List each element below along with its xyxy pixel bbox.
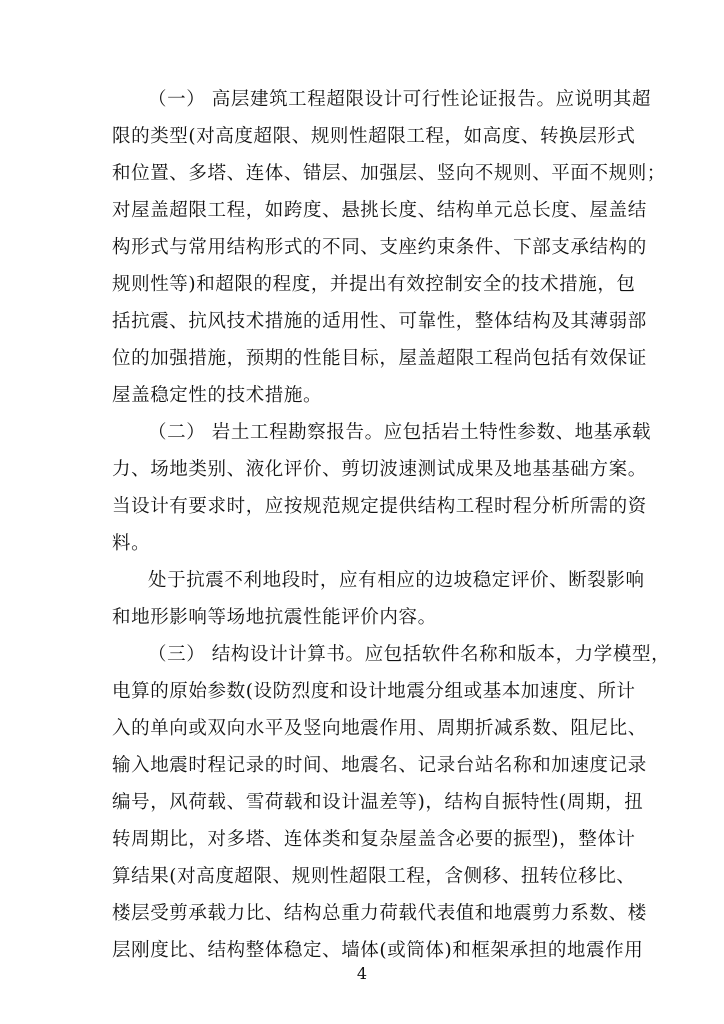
paragraph-1-line-2: 限的类型(对高度超限、规则性超限工程，如高度、转换层形式: [112, 126, 636, 147]
paragraph-4-line-6: 转周期比，对多塔、连体类和复杂屋盖含必要的振型)，整体计: [112, 829, 636, 850]
paragraph-1-line-8: 位的加强措施，预期的性能目标，屋盖超限工程尚包括有效保证: [112, 348, 647, 369]
paragraph-1-line-7: 括抗震、抗风技术措施的适用性、可靠性，整体结构及其薄弱部: [112, 311, 647, 332]
paragraph-1-line-3: 和位置、多塔、连体、错层、加强层、竖向不规则、平面不规则；: [112, 163, 666, 184]
paragraph-4-line-5: 编号，风荷载、雪荷载和设计温差等)，结构自振特性(周期，扭: [112, 792, 644, 813]
paragraph-2-line-2: 力、场地类别、液化评价、剪切波速测试成果及地基基础方案。: [112, 459, 647, 480]
paragraph-4-line-7: 算结果(对高度超限、规则性超限工程，含侧移、扭转位移比、: [112, 866, 636, 887]
paragraph-2-line-3: 当设计有要求时，应按规范规定提供结构工程时程分析所需的资: [112, 496, 647, 517]
paragraph-2-line-4: 料。: [112, 533, 151, 554]
page-number: 4: [356, 964, 368, 983]
paragraph-3-line-1: 处于抗震不利地段时，应有相应的边坡稳定评价、断裂影响: [148, 570, 645, 591]
paragraph-3-line-2: 和地形影响等场地抗震性能评价内容。: [112, 607, 437, 628]
paragraph-4-line-8: 楼层受剪承载力比、结构总重力荷载代表值和地震剪力系数、楼: [112, 903, 647, 924]
paragraph-4-line-2: 电算的原始参数(设防烈度和设计地震分组或基本加速度、所计: [112, 681, 636, 702]
paragraph-4-line-9: 层刚度比、结构整体稳定、墙体(或筒体)和框架承担的地震作用: [112, 940, 644, 961]
paragraph-2-line-1: （二） 岩土工程勘察报告。应包括岩土特性参数、地基承载: [148, 422, 652, 443]
paragraph-1-line-5: 构形式与常用结构形式的不同、支座约束条件、下部支承结构的: [112, 237, 647, 258]
paragraph-1-line-9: 屋盖稳定性的技术措施。: [112, 385, 323, 406]
paragraph-1-line-1: （一） 高层建筑工程超限设计可行性论证报告。应说明其超: [148, 89, 652, 110]
paragraph-1-line-6: 规则性等)和超限的程度，并提出有效控制安全的技术措施，包: [112, 274, 636, 295]
paragraph-4-line-3: 入的单向或双向水平及竖向地震作用、周期折减系数、阻尼比、: [112, 718, 647, 739]
paragraph-4-line-1: （三） 结构设计计算书。应包括软件名称和版本，力学模型，: [148, 644, 671, 665]
paragraph-1-line-4: 对屋盖超限工程，如跨度、悬挑长度、结构单元总长度、屋盖结: [112, 200, 647, 221]
paragraph-4-line-4: 输入地震时程记录的时间、地震名、记录台站名称和加速度记录: [112, 755, 647, 776]
